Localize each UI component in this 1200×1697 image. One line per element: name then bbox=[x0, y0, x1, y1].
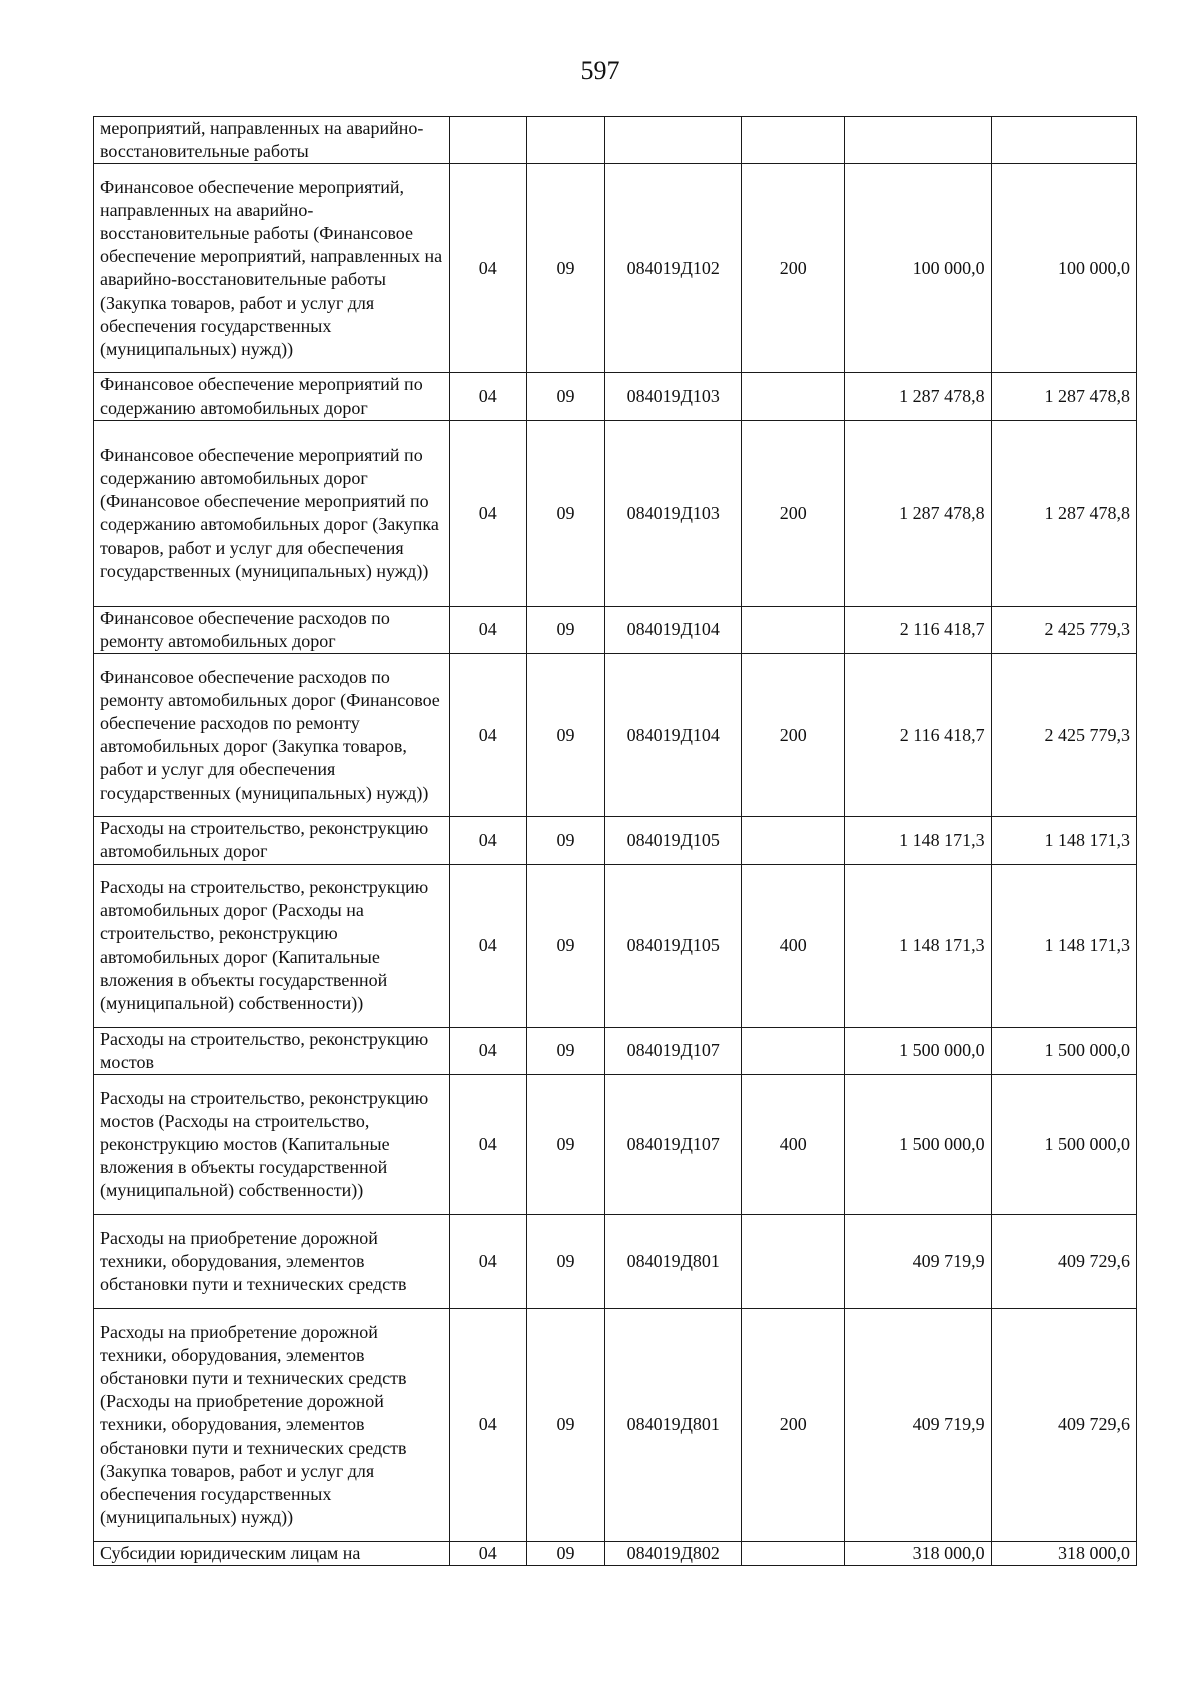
row-description: Расходы на строительство, реконструкцию мостов (Расходы на строительство, реконструкцию мостов (Капитальные вложения в объекты государственной (муниципальной) собственности)) bbox=[94, 1075, 450, 1215]
budget-table bbox=[93, 116, 1137, 1566]
subsection-code bbox=[526, 117, 604, 164]
amount-year-1: 100 000,0 bbox=[845, 164, 991, 373]
amount-year-2: 100 000,0 bbox=[991, 164, 1136, 373]
amount-year-2: 2 425 779,3 bbox=[991, 606, 1136, 653]
expense-type-code bbox=[742, 1542, 845, 1566]
section-code: 04 bbox=[449, 606, 526, 653]
table-row bbox=[94, 373, 1137, 420]
amount-year-1: 1 148 171,3 bbox=[845, 864, 991, 1027]
section-code: 04 bbox=[449, 164, 526, 373]
budget-table-body bbox=[94, 117, 1137, 1566]
row-description: Финансовое обеспечение расходов по ремонту автомобильных дорог bbox=[94, 606, 450, 653]
expense-type-code bbox=[742, 373, 845, 420]
row-description: Расходы на строительство, реконструкцию мостов bbox=[94, 1027, 450, 1074]
subsection-code: 09 bbox=[526, 864, 604, 1027]
table-row bbox=[94, 654, 1137, 817]
amount-year-1: 1 500 000,0 bbox=[845, 1075, 991, 1215]
target-article-code: 084019Д801 bbox=[605, 1309, 742, 1542]
subsection-code: 09 bbox=[526, 817, 604, 864]
table-row bbox=[94, 1027, 1137, 1074]
section-code: 04 bbox=[449, 373, 526, 420]
expense-type-code: 400 bbox=[742, 1075, 845, 1215]
amount-year-2: 1 500 000,0 bbox=[991, 1075, 1136, 1215]
subsection-code: 09 bbox=[526, 420, 604, 606]
subsection-code: 09 bbox=[526, 1027, 604, 1074]
row-description: Расходы на строительство, реконструкцию автомобильных дорог (Расходы на строительство, реконструкцию автомобильных дорог (Капитальные вложения в объекты государственной (муниципальной) собственности)) bbox=[94, 864, 450, 1027]
section-code: 04 bbox=[449, 654, 526, 817]
row-description: Финансовое обеспечение мероприятий, направленных на аварийно-восстановительные работы (Финансовое обеспечение мероприятий, направленных на аварийно-восстановительные работы (Закупка товаров, работ и услуг для обеспечения государственных (муниципальных) нужд)) bbox=[94, 164, 450, 373]
section-code: 04 bbox=[449, 1215, 526, 1309]
row-description: Финансовое обеспечение мероприятий по содержанию автомобильных дорог bbox=[94, 373, 450, 420]
amount-year-1: 1 500 000,0 bbox=[845, 1027, 991, 1074]
amount-year-2: 1 500 000,0 bbox=[991, 1027, 1136, 1074]
target-article-code: 084019Д801 bbox=[605, 1215, 742, 1309]
section-code: 04 bbox=[449, 1542, 526, 1566]
subsection-code: 09 bbox=[526, 1075, 604, 1215]
section-code: 04 bbox=[449, 1309, 526, 1542]
expense-type-code bbox=[742, 117, 845, 164]
amount-year-1: 409 719,9 bbox=[845, 1215, 991, 1309]
expense-type-code: 400 bbox=[742, 864, 845, 1027]
row-description: Финансовое обеспечение мероприятий по содержанию автомобильных дорог (Финансовое обеспечение мероприятий по содержанию автомобильных дорог (Закупка товаров, работ и услуг для обеспечения государственных (муниципальных) нужд)) bbox=[94, 420, 450, 606]
amount-year-1: 2 116 418,7 bbox=[845, 606, 991, 653]
section-code: 04 bbox=[449, 1075, 526, 1215]
amount-year-1: 409 719,9 bbox=[845, 1309, 991, 1542]
page-number: 597 bbox=[580, 56, 620, 85]
amount-year-2: 2 425 779,3 bbox=[991, 654, 1136, 817]
section-code: 04 bbox=[449, 864, 526, 1027]
expense-type-code bbox=[742, 817, 845, 864]
amount-year-2: 1 148 171,3 bbox=[991, 864, 1136, 1027]
subsection-code: 09 bbox=[526, 164, 604, 373]
target-article-code: 084019Д103 bbox=[605, 420, 742, 606]
section-code: 04 bbox=[449, 420, 526, 606]
amount-year-2: 1 287 478,8 bbox=[991, 373, 1136, 420]
target-article-code: 084019Д107 bbox=[605, 1027, 742, 1074]
amount-year-2: 318 000,0 bbox=[991, 1542, 1136, 1566]
expense-type-code: 200 bbox=[742, 654, 845, 817]
subsection-code: 09 bbox=[526, 654, 604, 817]
section-code: 04 bbox=[449, 817, 526, 864]
table-row bbox=[94, 864, 1137, 1027]
row-description: Субсидии юридическим лицам на bbox=[94, 1542, 450, 1566]
table-row bbox=[94, 606, 1137, 653]
table-row bbox=[94, 1215, 1137, 1309]
amount-year-2: 1 287 478,8 bbox=[991, 420, 1136, 606]
amount-year-1: 2 116 418,7 bbox=[845, 654, 991, 817]
row-description: Расходы на строительство, реконструкцию автомобильных дорог bbox=[94, 817, 450, 864]
subsection-code: 09 bbox=[526, 1542, 604, 1566]
section-code: 04 bbox=[449, 1027, 526, 1074]
subsection-code: 09 bbox=[526, 373, 604, 420]
amount-year-1 bbox=[845, 117, 991, 164]
expense-type-code: 200 bbox=[742, 420, 845, 606]
amount-year-2: 409 729,6 bbox=[991, 1215, 1136, 1309]
amount-year-1: 1 148 171,3 bbox=[845, 817, 991, 864]
amount-year-1: 1 287 478,8 bbox=[845, 420, 991, 606]
target-article-code: 084019Д105 bbox=[605, 817, 742, 864]
subsection-code: 09 bbox=[526, 606, 604, 653]
table-row bbox=[94, 817, 1137, 864]
target-article-code: 084019Д107 bbox=[605, 1075, 742, 1215]
table-row bbox=[94, 1075, 1137, 1215]
amount-year-2 bbox=[991, 117, 1136, 164]
expense-type-code: 200 bbox=[742, 1309, 845, 1542]
row-description: Финансовое обеспечение расходов по ремонту автомобильных дорог (Финансовое обеспечение расходов по ремонту автомобильных дорог (Закупка товаров, работ и услуг для обеспечения государственных (муниципальных) нужд)) bbox=[94, 654, 450, 817]
expense-type-code: 200 bbox=[742, 164, 845, 373]
expense-type-code bbox=[742, 1027, 845, 1074]
target-article-code: 084019Д105 bbox=[605, 864, 742, 1027]
table-row bbox=[94, 420, 1137, 606]
expense-type-code bbox=[742, 606, 845, 653]
table-row bbox=[94, 1309, 1137, 1542]
target-article-code: 084019Д104 bbox=[605, 654, 742, 817]
table-row bbox=[94, 164, 1137, 373]
subsection-code: 09 bbox=[526, 1309, 604, 1542]
section-code bbox=[449, 117, 526, 164]
table-row bbox=[94, 117, 1137, 164]
row-description: Расходы на приобретение дорожной техники, оборудования, элементов обстановки пути и технических средств bbox=[94, 1215, 450, 1309]
amount-year-1: 1 287 478,8 bbox=[845, 373, 991, 420]
amount-year-2: 1 148 171,3 bbox=[991, 817, 1136, 864]
table-row bbox=[94, 1542, 1137, 1566]
row-description: Расходы на приобретение дорожной техники, оборудования, элементов обстановки пути и технических средств (Расходы на приобретение дорожной техники, оборудования, элементов обстановки пути и технических средств (Закупка товаров, работ и услуг для обеспечения государственных (муниципальных) нужд)) bbox=[94, 1309, 450, 1542]
amount-year-2: 409 729,6 bbox=[991, 1309, 1136, 1542]
target-article-code: 084019Д104 bbox=[605, 606, 742, 653]
subsection-code: 09 bbox=[526, 1215, 604, 1309]
target-article-code: 084019Д102 bbox=[605, 164, 742, 373]
row-description: мероприятий, направленных на аварийно-восстановительные работы bbox=[94, 117, 450, 164]
expense-type-code bbox=[742, 1215, 845, 1309]
target-article-code bbox=[605, 117, 742, 164]
target-article-code: 084019Д802 bbox=[605, 1542, 742, 1566]
target-article-code: 084019Д103 bbox=[605, 373, 742, 420]
amount-year-1: 318 000,0 bbox=[845, 1542, 991, 1566]
